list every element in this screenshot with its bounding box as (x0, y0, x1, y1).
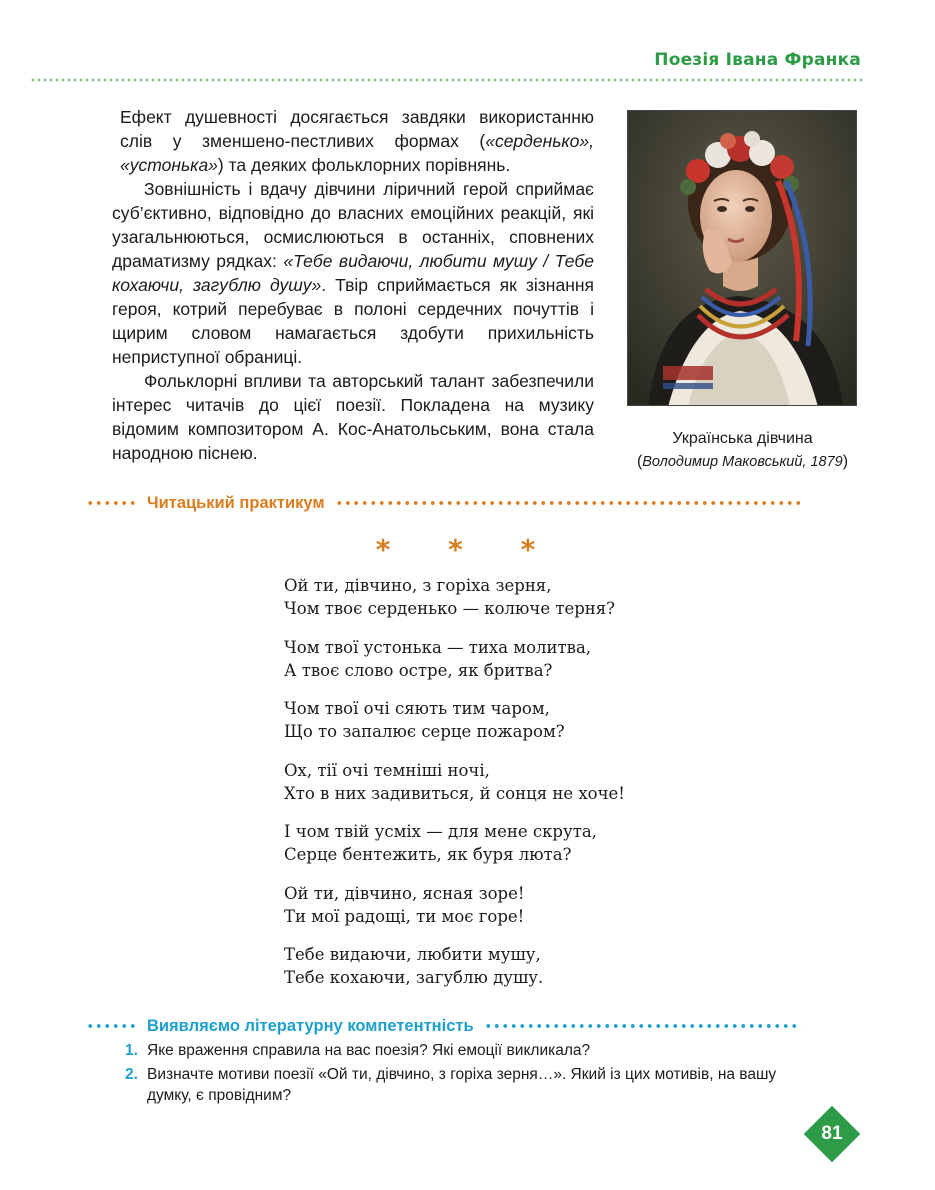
poem-line: І чом твій усміх — для мене скрута, (284, 822, 597, 841)
task-text: Визначте мотиви поезії «Ой ти, дівчино, з горіха зерня…». Який із цих мотивів, на вашу думку, є провідним? (147, 1066, 777, 1104)
intro-p1-text-b: ) та деяких фольклорних порівнянь. (217, 155, 511, 175)
poem-stanza (284, 697, 714, 743)
task-item (125, 1064, 815, 1106)
section-title-competence: Виявляємо літературну компетентність (147, 1016, 474, 1035)
section-title-reading: Читацький практикум (147, 493, 325, 512)
intro-p1-text-a: Ефект душевності досягається завдяки використанню слів у зменшено-пестливих формах ( (120, 107, 594, 151)
dotted-leader-left (86, 1022, 137, 1030)
intro-paragraph-2 (112, 177, 594, 369)
figure-caption-author: Володимир Маковський, 1879 (642, 454, 843, 470)
poem-stanza (284, 574, 714, 620)
poem (284, 574, 714, 1005)
poem-stanza (284, 636, 714, 682)
poem-line: Хто в них задивиться, й сонця не хоче! (284, 783, 625, 803)
poem-line: Ой ти, дівчино, з горіха зерня, (284, 576, 552, 595)
intro-p1-quote: «серденько», «устонька» (120, 131, 594, 175)
poem-stanza (284, 759, 714, 805)
poem-line: Тебе видаючи, любити мушу, (284, 945, 541, 964)
dotted-leader-right (335, 499, 801, 507)
task-text: Яке враження справила на вас поезія? Які емоції викликала? (147, 1042, 591, 1059)
task-item (125, 1040, 815, 1061)
portrait-painting (627, 110, 857, 406)
dotted-leader-left (86, 499, 137, 507)
running-head-divider (30, 78, 863, 82)
figure-caption-credit (610, 450, 875, 474)
poem-line: Ох, тії очі темніші ночі, (284, 760, 490, 780)
poem-line: Що то запалює серце пожаром? (284, 722, 565, 741)
poem-line: Ой ти, дівчино, ясная зоре! (284, 883, 525, 903)
figure-caption (610, 427, 875, 474)
intro-paragraph-3: Фольклорні впливи та авторський талант забезпечили інтерес читачів до цієї поезії. Покладена на музику відомим композитором А. Кос-Анатольським, вона стала народною піснею. (112, 371, 594, 463)
poem-asterism: * * * (375, 533, 560, 566)
poem-line: Чом твоє серденько — колюче терня? (284, 599, 616, 618)
poem-stanza (284, 882, 714, 928)
section-heading-reading-practicum (86, 493, 801, 513)
section-heading-literary-competence (86, 1016, 801, 1036)
intro-p2-quote: «Тебе видаючи, любити мушу / Тебе кохаючи, загублю душу» (112, 251, 595, 295)
page-number-badge (804, 1106, 860, 1162)
caption-paren-close: ) (842, 453, 849, 470)
poem-line: Ти мої радощі, ти моє горе! (284, 906, 525, 926)
figure-caption-title: Українська дівчина (672, 430, 813, 447)
poem-stanza (284, 820, 714, 866)
poem-line: Серце бентежить, як буря люта? (284, 845, 572, 864)
page-number: 81 (821, 1123, 843, 1144)
task-number: 2. (125, 1066, 138, 1083)
poem-stanza (284, 943, 714, 989)
intro-p2-text-a: Зовнішність і вдачу дівчини ліричний герой сприймає суб’єктивно, відповідно до власних емоційних реакцій, які узагальнюються, осмислюються в останніх, сповнених драматизму рядках: (112, 179, 594, 271)
poem-line: Чом твої очі сяють тим чаром, (284, 699, 550, 718)
caption-paren-open: ( (636, 453, 643, 470)
task-number: 1. (125, 1042, 138, 1059)
running-head: Поезія Івана Франка (654, 50, 861, 70)
dotted-leader-right (484, 1022, 801, 1030)
intro-paragraph-1 (112, 105, 594, 177)
task-list (125, 1040, 815, 1109)
poem-line: Чом твої устонька — тиха молитва, (284, 637, 592, 657)
intro-p2-text-b: . Твір сприймається як зізнання героя, котрий перебуває в полоні сердечних почуттів і щирим словом намагається здобути прихильність неприступної обраниці. (112, 275, 595, 367)
portrait-illustration (628, 111, 857, 406)
intro-text (112, 105, 594, 465)
poem-line: Тебе кохаючи, загублю душу. (284, 968, 544, 987)
poem-line: А твоє слово остре, як бритва? (284, 660, 553, 680)
